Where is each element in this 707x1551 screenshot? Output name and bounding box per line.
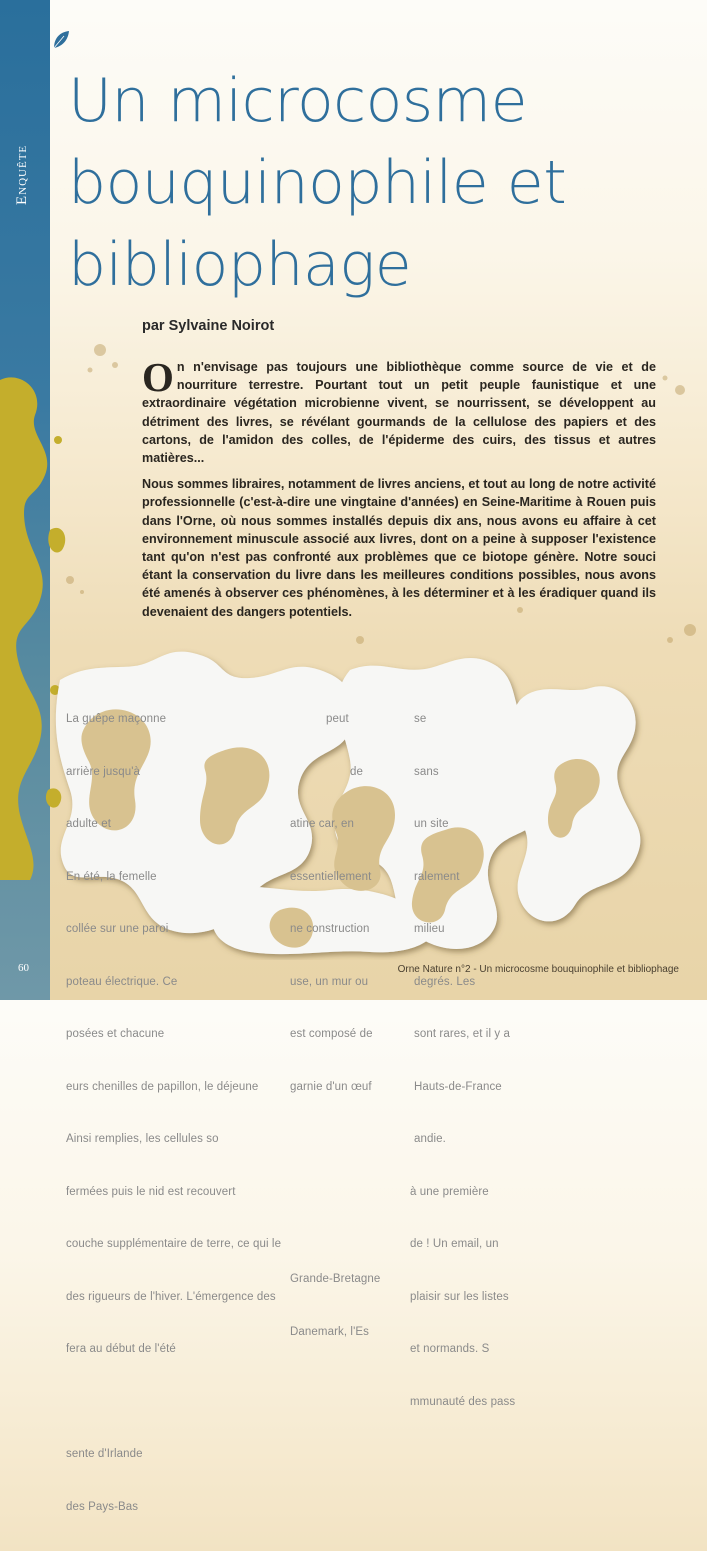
article-title — [68, 60, 688, 306]
fragment-middle-column: peut de atine car, en essentiellement ne construction use, un mur ou est composé de garnie d'un œuf Grande-Bretagne Danemark, l'Es — [290, 713, 381, 1338]
fragment-right-column: se sans un site ralement milieu degrés. Les sont rares, et il y a Hauts-de-France andie. à une première de ! Un email, un plaisir sur les listes et normands. S mmunauté des pass — [410, 713, 516, 1408]
paragraph-intro: On n'envisage pas toujours une bibliothèque comme source de vie et de nourriture terrestre. Pourtant tout un petit peuple faunistique et une extraordinaire végétation microbienne vivent, se nourrissent, se développent au détriment des livres, se révélant gourmands de la cellulose des papiers et des cartons, de l'amidon des colles, de l'épiderme des cuirs, des tissus et autres matières... — [142, 354, 656, 466]
leaf-icon — [52, 30, 70, 50]
title-line: bibliophage — [68, 230, 412, 300]
paragraph-second: Nous sommes libraires, notamment de livres anciens, et tout au long de notre activité professionnelle (c'est-à-dire une vingtaine d'années) en Seine-Maritime à Rouen puis dans l'Orne, où nous sommes installés depuis dix ans, nous avons eu affaire à cet environnement minuscule associé aux livres, dont on a peine à supposer l'existence tant qu'on n'est pas confronté aux problèmes que ce biotope génère. Notre souci étant la conservation du livre dans les meilleures conditions possibles, nous avons été amenés à observer ces phénomènes, à les déterminer et à les éradiquer quand ils devenaient des dangers potentiels. — [142, 477, 656, 619]
page-number: 60 — [18, 962, 29, 974]
fragment-left-column: La guêpe maçonne arrière jusqu'à adulte et En été, la femelle collée sur une paroi poteau électrique. Ce posées et chacune eurs chenilles de papillon, le déjeune Ainsi remplies, les cellules so fermées puis le nid est recouvert couche supplémentaire de terre, ce qui le des rigueurs de l'hiver. L'émergence des fera au début de l'été sente d'Irlande des Pays-Bas — [66, 713, 282, 1513]
footer-caption: Orne Nature n°2 - Un microcosme bouquinophile et bibliophage — [397, 964, 679, 975]
article-author: par Sylvaine Noirot — [142, 318, 275, 334]
title-line: Un microcosme — [68, 66, 527, 136]
article-body — [142, 354, 656, 629]
drop-cap: O — [142, 354, 174, 400]
title-line: bouquinophile et — [68, 148, 567, 218]
section-label: Enquête — [14, 144, 30, 206]
